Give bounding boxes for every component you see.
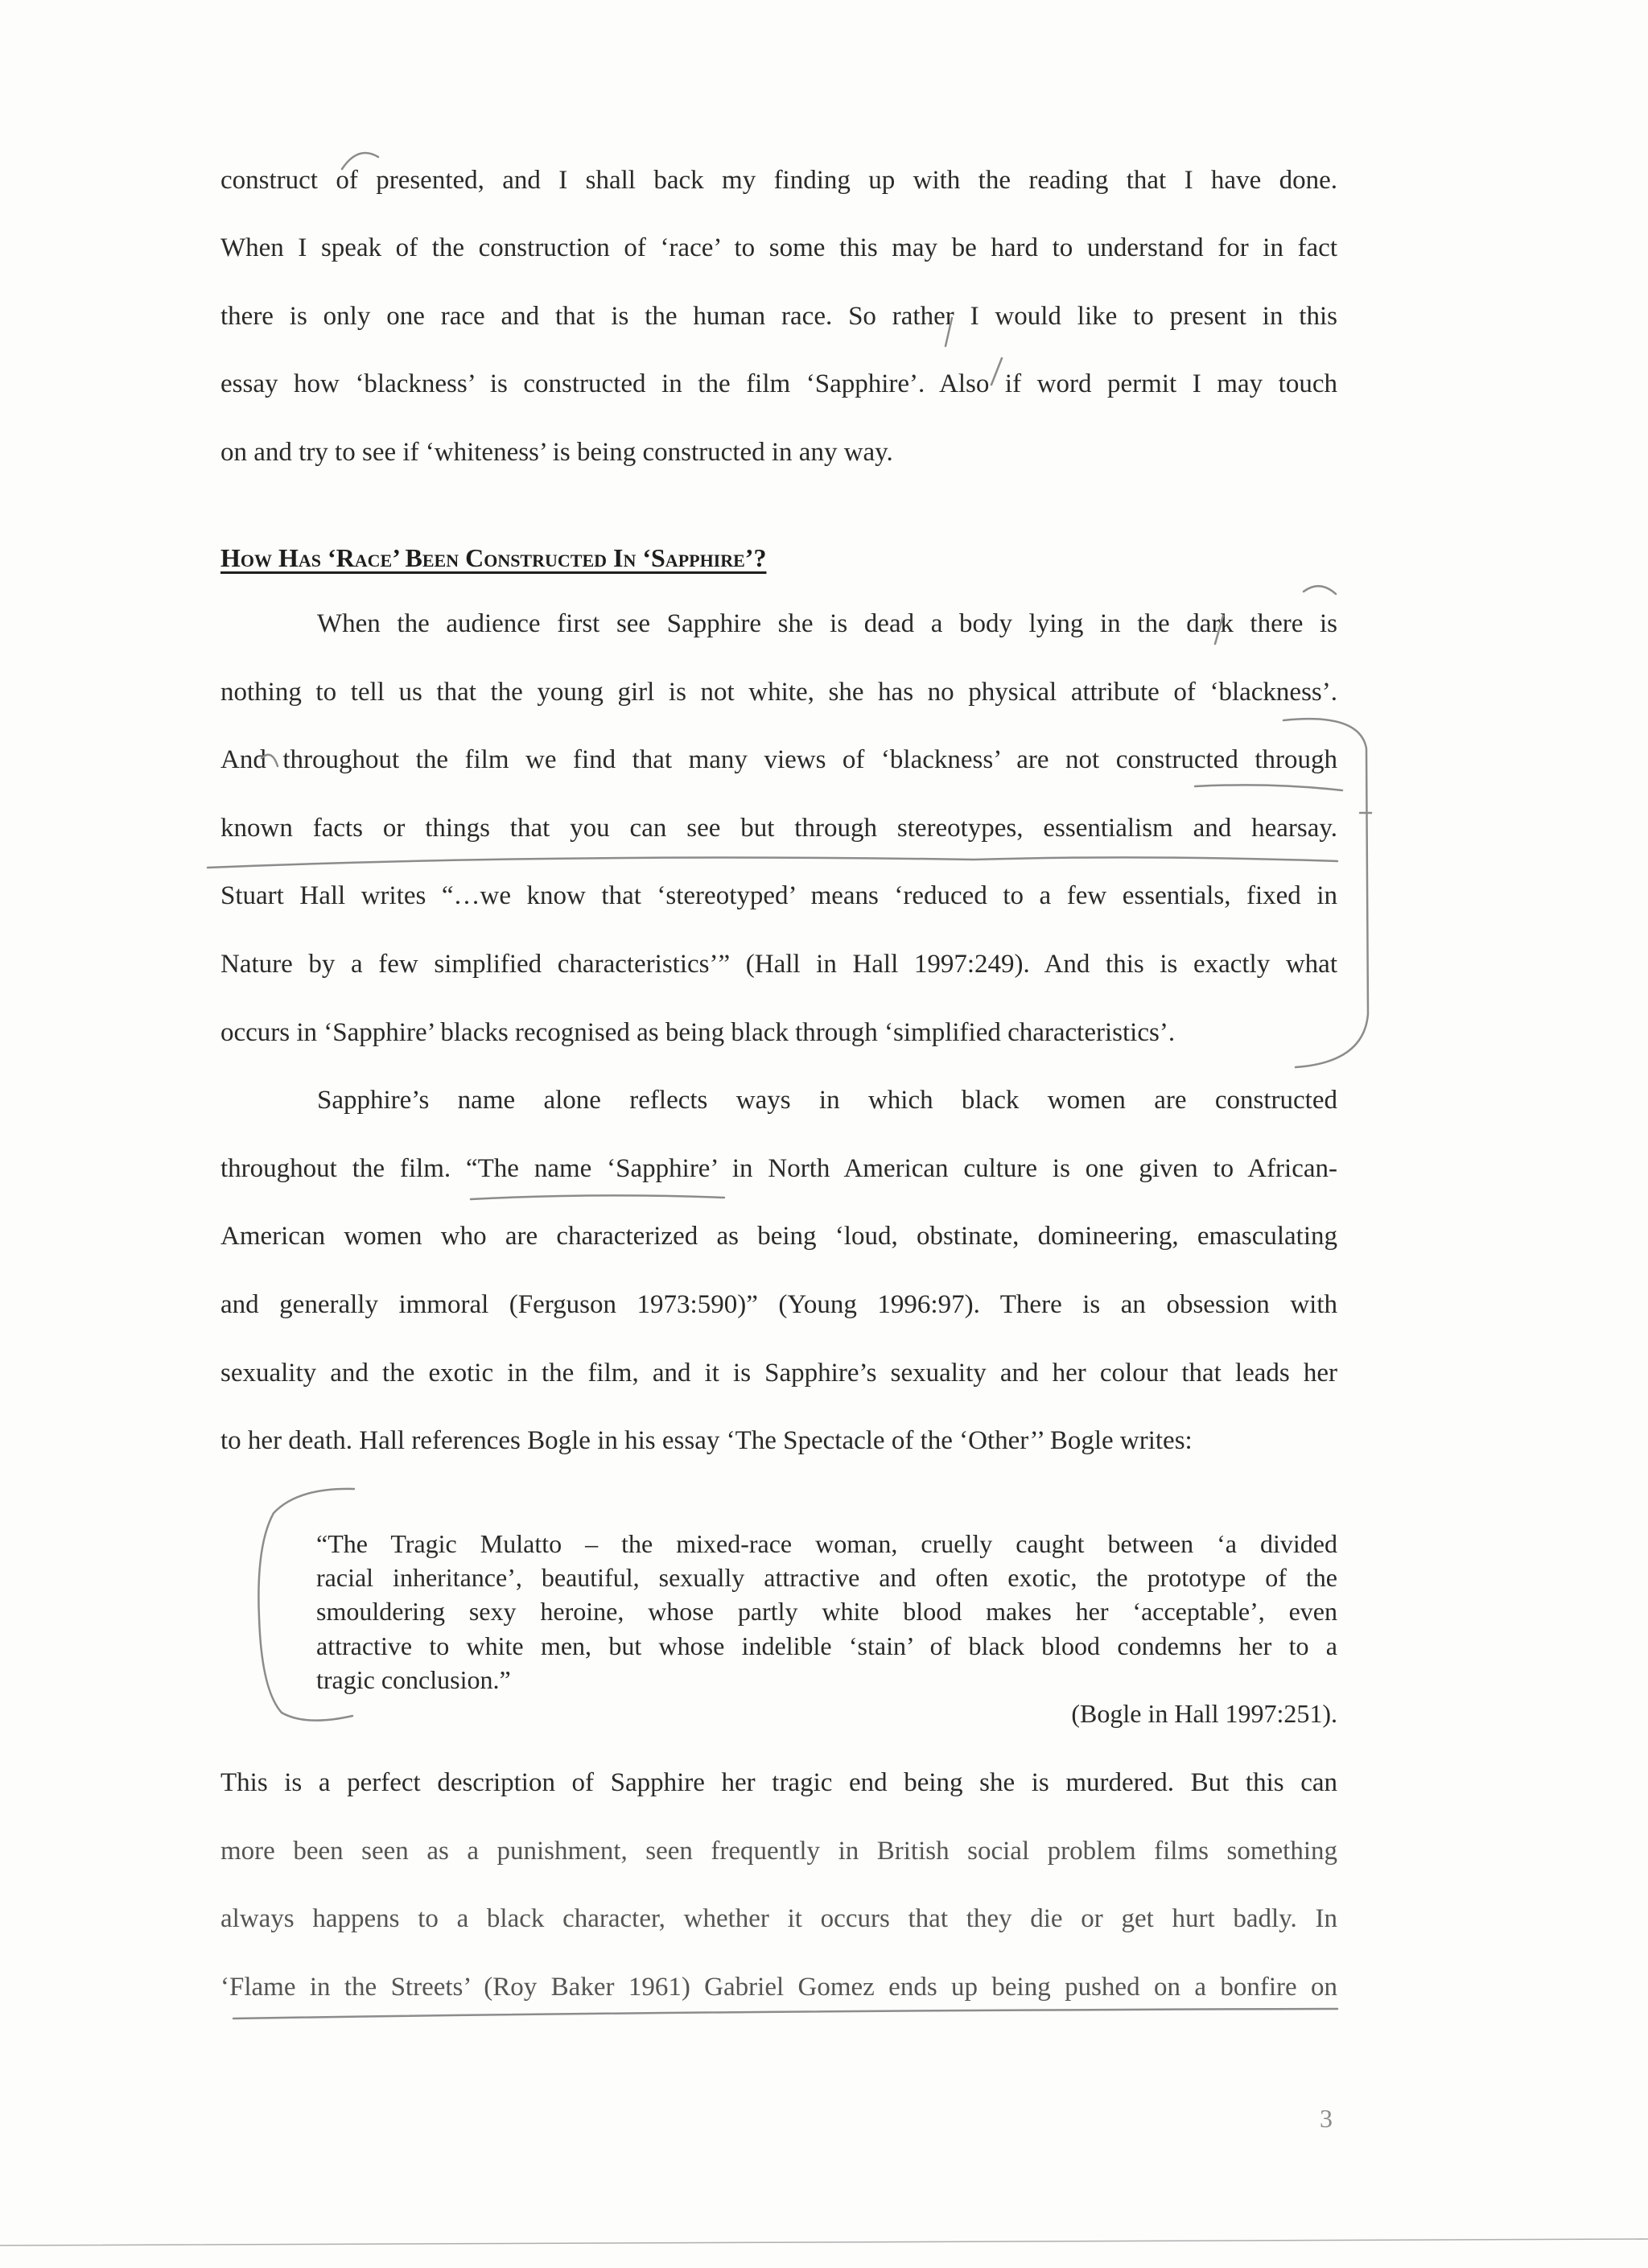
description-line-2: more been seen as a punishment, seen frequently in British social problem films something: [220, 1837, 1337, 1866]
insertion-arc-mark-2: [1304, 586, 1336, 594]
first-see-line-6: Nature by a few simplified characteristics’” (Hall in Hall 1997:249). And this is exactly what: [220, 950, 1337, 979]
underline-through-mark: [1195, 785, 1342, 790]
intro-line-3: there is only one race and that is the human race. So rather I would like to present in this: [220, 302, 1337, 331]
intro-line-1: construct of presented, and I shall back my finding up with the reading that I have done.: [220, 166, 1337, 195]
description-line-4: ‘Flame in the Streets’ (Roy Baker 1961) Gabriel Gomez ends up being pushed on a bonfire on: [220, 1973, 1337, 2002]
intro-line-2: When I speak of the construction of ‘race’ to some this may be hard to understand for in fact: [220, 233, 1337, 262]
first-see-line-3: And throughout the film we find that many views of ‘blackness’ are not constructed through: [220, 745, 1337, 774]
name-line-1: Sapphire’s name alone reflects ways in which black women are constructed: [317, 1086, 1337, 1115]
name-line-2: throughout the film. “The name ‘Sapphire’ in North American culture is one given to African-: [220, 1154, 1337, 1183]
page-number: 3: [1320, 2104, 1333, 2133]
first-see-line-7: occurs in ‘Sapphire’ blacks recognised as being black through ‘simplified characteristics’.: [220, 1018, 1176, 1047]
description-line-1: This is a perfect description of Sapphire her tragic end being she is murdered. But this can: [220, 1768, 1337, 1797]
insertion-hook-mark: [262, 755, 278, 766]
quote-line-2: racial inheritance’, beautiful, sexually attractive and often exotic, the prototype of the: [316, 1563, 1337, 1592]
quote-left-bracket: [258, 1489, 354, 1721]
name-line-5: sexuality and the exotic in the film, and it is Sapphire’s sexuality and her colour that leads her: [220, 1359, 1337, 1388]
insertion-arc-mark: [342, 153, 378, 169]
name-line-3: American women who are characterized as being ‘loud, obstinate, domineering, emasculating: [220, 1222, 1337, 1251]
intro-line-5: on and try to see if ‘whiteness’ is being constructed in any way.: [220, 438, 893, 467]
name-line-6: to her death. Hall references Bogle in his essay ‘The Spectacle of the ‘Other’’ Bogle writes:: [220, 1426, 1193, 1455]
intro-line-4: essay how ‘blackness’ is constructed in the film ‘Sapphire’. Also if word permit I may touch: [220, 369, 1337, 398]
underline-sapphire-name-mark: [471, 1195, 724, 1199]
name-line-4: and generally immoral (Ferguson 1973:590)” (Young 1996:97). There is an obsession with: [220, 1290, 1337, 1319]
quote-line-4: attractive to white men, but whose indelible ‘stain’ of black blood condemns her to a: [316, 1631, 1337, 1660]
insertion-slash-mark-2: [946, 318, 952, 346]
quote-line-1: “The Tragic Mulatto – the mixed-race woman, cruelly caught between ‘a divided: [316, 1529, 1337, 1558]
insertion-caret-mark: [1215, 616, 1223, 644]
insertion-slash-mark: [991, 358, 1002, 385]
quote-line-5: tragic conclusion.”: [316, 1665, 511, 1694]
page-edge-line: [0, 2239, 1648, 2245]
description-line-3: always happens to a black character, whether it occurs that they die or get hurt badly. In: [220, 1904, 1337, 1933]
right-margin-bracket: [1283, 719, 1368, 1067]
first-see-line-1: When the audience first see Sapphire she is dead a body lying in the dark there is: [317, 609, 1337, 638]
underline-flame-mark: [233, 2009, 1337, 2019]
quote-line-3: smouldering sexy heroine, whose partly white blood makes her ‘acceptable’, even: [316, 1597, 1337, 1626]
first-see-line-2: nothing to tell us that the young girl is not white, she has no physical attribute of ‘blackness’.: [220, 678, 1337, 707]
underline-hearsay-mark: [208, 857, 1337, 868]
first-see-line-5: Stuart Hall writes “…we know that ‘stereotyped’ means ‘reduced to a few essentials, fixed in: [220, 881, 1337, 910]
first-see-line-4: known facts or things that you can see but through stereotypes, essentialism and hearsay.: [220, 814, 1337, 843]
quote-citation: (Bogle in Hall 1997:251).: [1071, 1699, 1337, 1728]
section-heading: How Has ‘Race’ Been Constructed In ‘Sapphire’?: [220, 543, 767, 572]
